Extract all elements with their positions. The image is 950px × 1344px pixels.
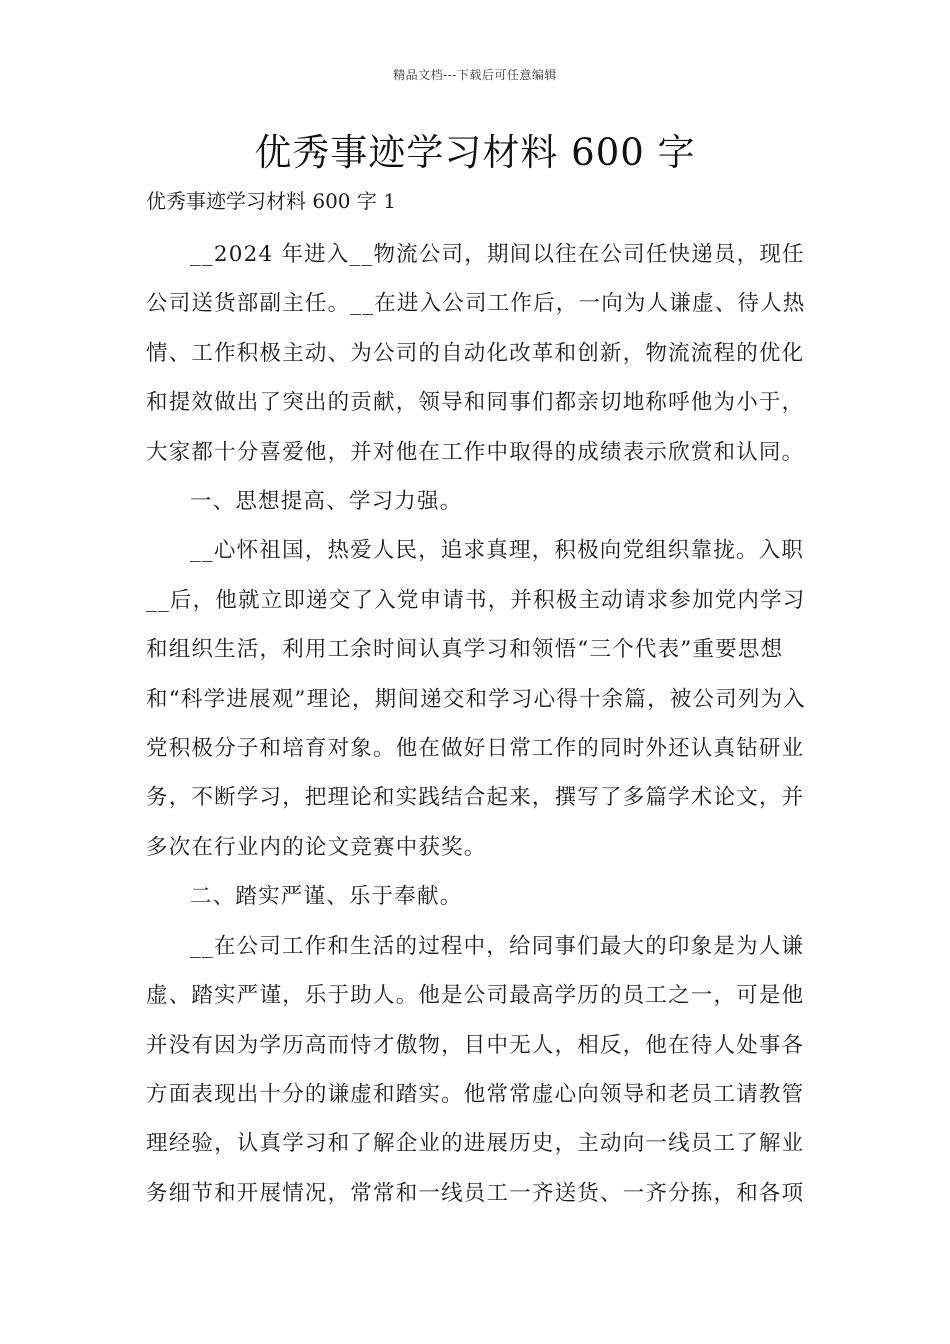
document-subtitle: 优秀事迹学习材料 600 字 1 <box>146 189 396 213</box>
paragraph-section-1: __心怀祖国，热爱人民，追求真理，积极向党组织靠拢。入职__后，他就立即递交了入党申请书，并积极主动请求参加党内学习和组织生活，利用工余时间认真学习和领悟“三个代表”重要思想和“科学进展观”理论，期间递交和学习心得十余篇，被公司列为入党积极分子和培育对象。他在做好日常工作的同时外还认真钻研业务，不断学习，把理论和实践结合起来，撰写了多篇学术论文，并多次在行业内的论文竞赛中获奖。 <box>146 538 806 860</box>
section-heading-1: 一、思想提高、学习力强。 <box>190 489 463 515</box>
document-title: 优秀事迹学习材料 600 字 <box>254 131 696 174</box>
paragraph-section-2: __在公司工作和生活的过程中，给同事们最大的印象是为人谦虚、踏实严谨，乐于助人。他是公司最高学历的员工之一，可是他并没有因为学历高而恃才傲物，目中无人，相反，他在待人处事各方面表现出十分的谦虚和踏实。他常常虚心向领导和老员工请教管理经验，认真学习和了解企业的进展历史，主动向一线员工了解业务细节和开展情况，常常和一线员工一齐送货、一齐分拣，和各项 <box>146 933 805 1206</box>
document-body <box>146 230 814 1218</box>
paragraph-intro: __2024 年进入__物流公司，期间以往在公司任快递员，现任公司送货部副主任。__在进入公司工作后，一向为人谦虚、待人热情、工作积极主动、为公司的自动化改革和创新，物流流程的优化和提效做出了突出的贡献，领导和同事们都亲切地称呼他为小于，大家都十分喜爱他，并对他在工作中取得的成绩表示欣赏和认同。 <box>146 242 806 465</box>
section-heading-2: 二、踏实严谨、乐于奉献。 <box>190 884 463 910</box>
header-note: 精品文档---下载后可任意编辑 <box>393 68 557 82</box>
